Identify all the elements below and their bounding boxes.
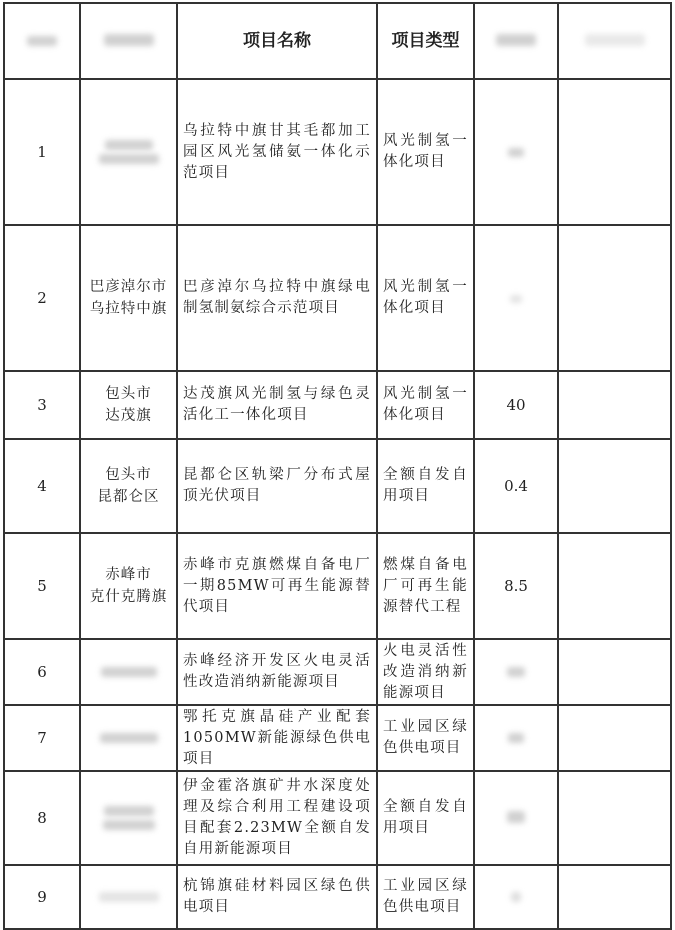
capacity-cell	[474, 225, 558, 371]
project-name: 赤峰经济开发区火电灵活性改造消纳新能源项目	[177, 639, 377, 705]
project-table	[3, 2, 672, 930]
location-city: 包头市	[105, 386, 152, 402]
capacity-cell	[474, 771, 558, 865]
project-type: 风光制氢一体化项目	[377, 371, 474, 439]
extra-cell	[558, 533, 671, 639]
capacity-cell: 40	[474, 371, 558, 439]
extra-cell	[558, 639, 671, 705]
row-number: 2	[4, 225, 80, 371]
location-city: 巴彦淖尔市	[89, 279, 168, 295]
project-type: 工业园区绿色供电项目	[377, 705, 474, 771]
capacity-cell	[474, 639, 558, 705]
project-name: 赤峰市克旗燃煤自备电厂一期85MW可再生能源替代项目	[177, 533, 377, 639]
project-name: 昆都仑区轨梁厂分布式屋顶光伏项目	[177, 439, 377, 533]
header-project-type: 项目类型	[377, 3, 474, 79]
table-row	[4, 705, 671, 771]
project-type: 工业园区绿色供电项目	[377, 865, 474, 929]
row-number: 7	[4, 705, 80, 771]
table-row	[4, 533, 671, 639]
extra-cell	[558, 771, 671, 865]
extra-cell	[558, 225, 671, 371]
extra-cell	[558, 439, 671, 533]
header-location	[80, 3, 177, 79]
project-name: 伊金霍洛旗矿井水深度处理及综合利用工程建设项目配套2.23MW全额自发自用新能源项目	[177, 771, 377, 865]
table-row	[4, 79, 671, 225]
row-number: 8	[4, 771, 80, 865]
project-type: 火电灵活性改造消纳新能源项目	[377, 639, 474, 705]
project-name: 鄂托克旗晶硅产业配套1050MW新能源绿色供电项目	[177, 705, 377, 771]
extra-cell	[558, 371, 671, 439]
project-name: 乌拉特中旗甘其毛都加工园区风光氢储氨一体化示范项目	[177, 79, 377, 225]
project-name: 杭锦旗硅材料园区绿色供电项目	[177, 865, 377, 929]
header-capacity	[474, 3, 558, 79]
location-district: 乌拉特中旗	[89, 301, 168, 317]
location-cell	[80, 225, 177, 371]
table-row	[4, 371, 671, 439]
table-row	[4, 225, 671, 371]
capacity-cell	[474, 865, 558, 929]
row-number: 4	[4, 439, 80, 533]
project-type: 全额自发自用项目	[377, 771, 474, 865]
location-cell	[80, 79, 177, 225]
capacity-cell	[474, 705, 558, 771]
location-district: 克什克腾旗	[89, 589, 168, 605]
header-project-name: 项目名称	[177, 3, 377, 79]
row-number: 9	[4, 865, 80, 929]
location-cell	[80, 371, 177, 439]
project-type: 风光制氢一体化项目	[377, 225, 474, 371]
location-cell	[80, 533, 177, 639]
row-number: 6	[4, 639, 80, 705]
header-row	[4, 3, 671, 79]
table-row	[4, 771, 671, 865]
extra-cell	[558, 865, 671, 929]
header-no	[4, 3, 80, 79]
project-type: 燃煤自备电厂可再生能源替代工程	[377, 533, 474, 639]
row-number: 3	[4, 371, 80, 439]
location-district: 昆都仑区	[97, 489, 160, 505]
capacity-cell: 8.5	[474, 533, 558, 639]
table-row	[4, 865, 671, 929]
location-district: 达茂旗	[105, 408, 152, 424]
location-cell	[80, 439, 177, 533]
location-cell	[80, 705, 177, 771]
project-name: 达茂旗风光制氢与绿色灵活化工一体化项目	[177, 371, 377, 439]
project-name: 巴彦淖尔乌拉特中旗绿电制氢制氨综合示范项目	[177, 225, 377, 371]
extra-cell	[558, 79, 671, 225]
row-number: 5	[4, 533, 80, 639]
row-number: 1	[4, 79, 80, 225]
location-cell	[80, 865, 177, 929]
location-city: 赤峰市	[105, 567, 152, 583]
extra-cell	[558, 705, 671, 771]
project-type: 风光制氢一体化项目	[377, 79, 474, 225]
header-extra	[558, 3, 671, 79]
table-row	[4, 639, 671, 705]
capacity-cell: 0.4	[474, 439, 558, 533]
capacity-cell	[474, 79, 558, 225]
location-cell	[80, 771, 177, 865]
location-cell	[80, 639, 177, 705]
location-city: 包头市	[105, 467, 152, 483]
project-type: 全额自发自用项目	[377, 439, 474, 533]
table-row	[4, 439, 671, 533]
